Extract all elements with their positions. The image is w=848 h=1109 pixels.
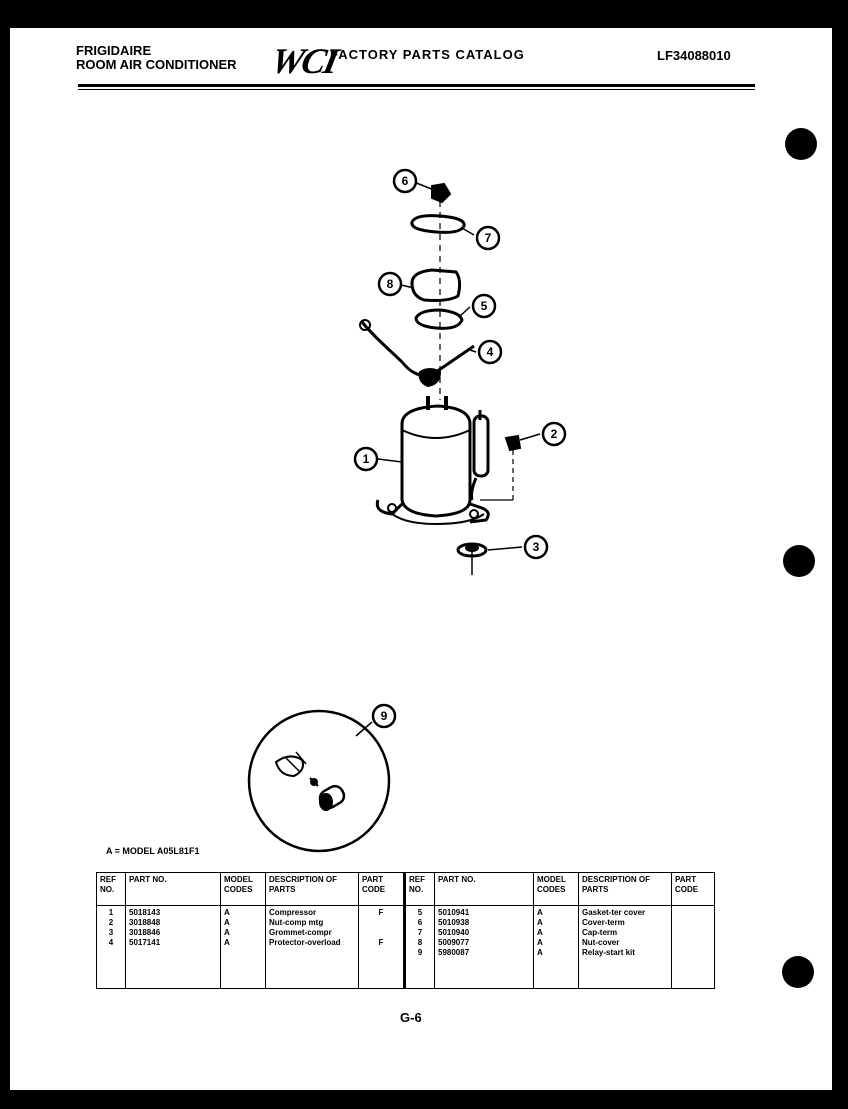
page-number: G-6	[400, 1010, 422, 1025]
compressor-body	[402, 406, 470, 516]
col-ref-no-2: REF NO.	[405, 873, 435, 906]
col-model-codes: MODEL CODES	[221, 873, 266, 906]
ref-cell: 1 2 3 4	[97, 906, 126, 989]
callout-9	[373, 705, 395, 727]
parts-table	[96, 872, 715, 989]
part-code-cell	[672, 906, 715, 989]
model-code-cell: A A A A A	[534, 906, 579, 989]
callout-4	[479, 341, 501, 363]
callout-3	[525, 536, 547, 558]
col-description-2: DESCRIPTION OF PARTS	[579, 873, 672, 906]
part-no-cell: 5018143 3018848 3018846 5017141	[126, 906, 221, 989]
svg-text:7: 7	[484, 231, 492, 245]
col-model-codes-2: MODEL CODES	[534, 873, 579, 906]
model-note: A = MODEL A05L81F1	[106, 846, 200, 856]
svg-text:1: 1	[362, 452, 370, 466]
nut-cover-part	[432, 184, 450, 202]
col-part-no-2: PART NO.	[435, 873, 534, 906]
cover-term-part	[412, 270, 460, 301]
document-number: LF34088010	[657, 48, 731, 63]
model-code-cell: A A A A	[221, 906, 266, 989]
cap-term-part	[412, 216, 464, 233]
gasket-part	[416, 310, 462, 328]
protector-wire	[362, 322, 428, 376]
callout-6	[394, 170, 416, 192]
part-code-cell: F F	[359, 906, 405, 989]
svg-text:3: 3	[532, 540, 540, 554]
ref-cell: 5 6 7 8 9	[405, 906, 435, 989]
svg-text:4: 4	[486, 345, 494, 359]
brand-name: FRIGIDAIRE	[76, 43, 152, 58]
col-part-no: PART NO.	[126, 873, 221, 906]
svg-text:5: 5	[480, 299, 488, 313]
part-no-cell: 5010941 5010938 5010940 5009077 5980087	[435, 906, 534, 989]
callout-1	[355, 448, 377, 470]
callout-5	[473, 295, 495, 317]
description-cell: Compressor Nut-comp mtg Grommet-compr Protector-overload	[266, 906, 359, 989]
svg-text:2: 2	[550, 427, 558, 441]
svg-text:6: 6	[401, 174, 409, 188]
wci-logo: WCI	[267, 41, 341, 81]
description-cell: Gasket-ter cover Cover-term Cap-term Nut-cover Relay-start kit	[579, 906, 672, 989]
svg-text:8: 8	[386, 277, 394, 291]
col-part-code-2: PART CODE	[672, 873, 715, 906]
catalog-title: FACTORY PARTS CATALOG	[330, 47, 525, 62]
callout-2	[543, 423, 565, 445]
callout-7	[477, 227, 499, 249]
col-description: DESCRIPTION OF PARTS	[266, 873, 359, 906]
callout-8	[379, 273, 401, 295]
col-ref-no: REF NO.	[97, 873, 126, 906]
relay-kit-inset	[249, 711, 389, 851]
col-part-code: PART CODE	[359, 873, 405, 906]
table-row	[97, 906, 715, 989]
callout-bubbles	[355, 170, 565, 727]
product-line: ROOM AIR CONDITIONER	[76, 57, 237, 72]
svg-text:9: 9	[380, 709, 388, 723]
